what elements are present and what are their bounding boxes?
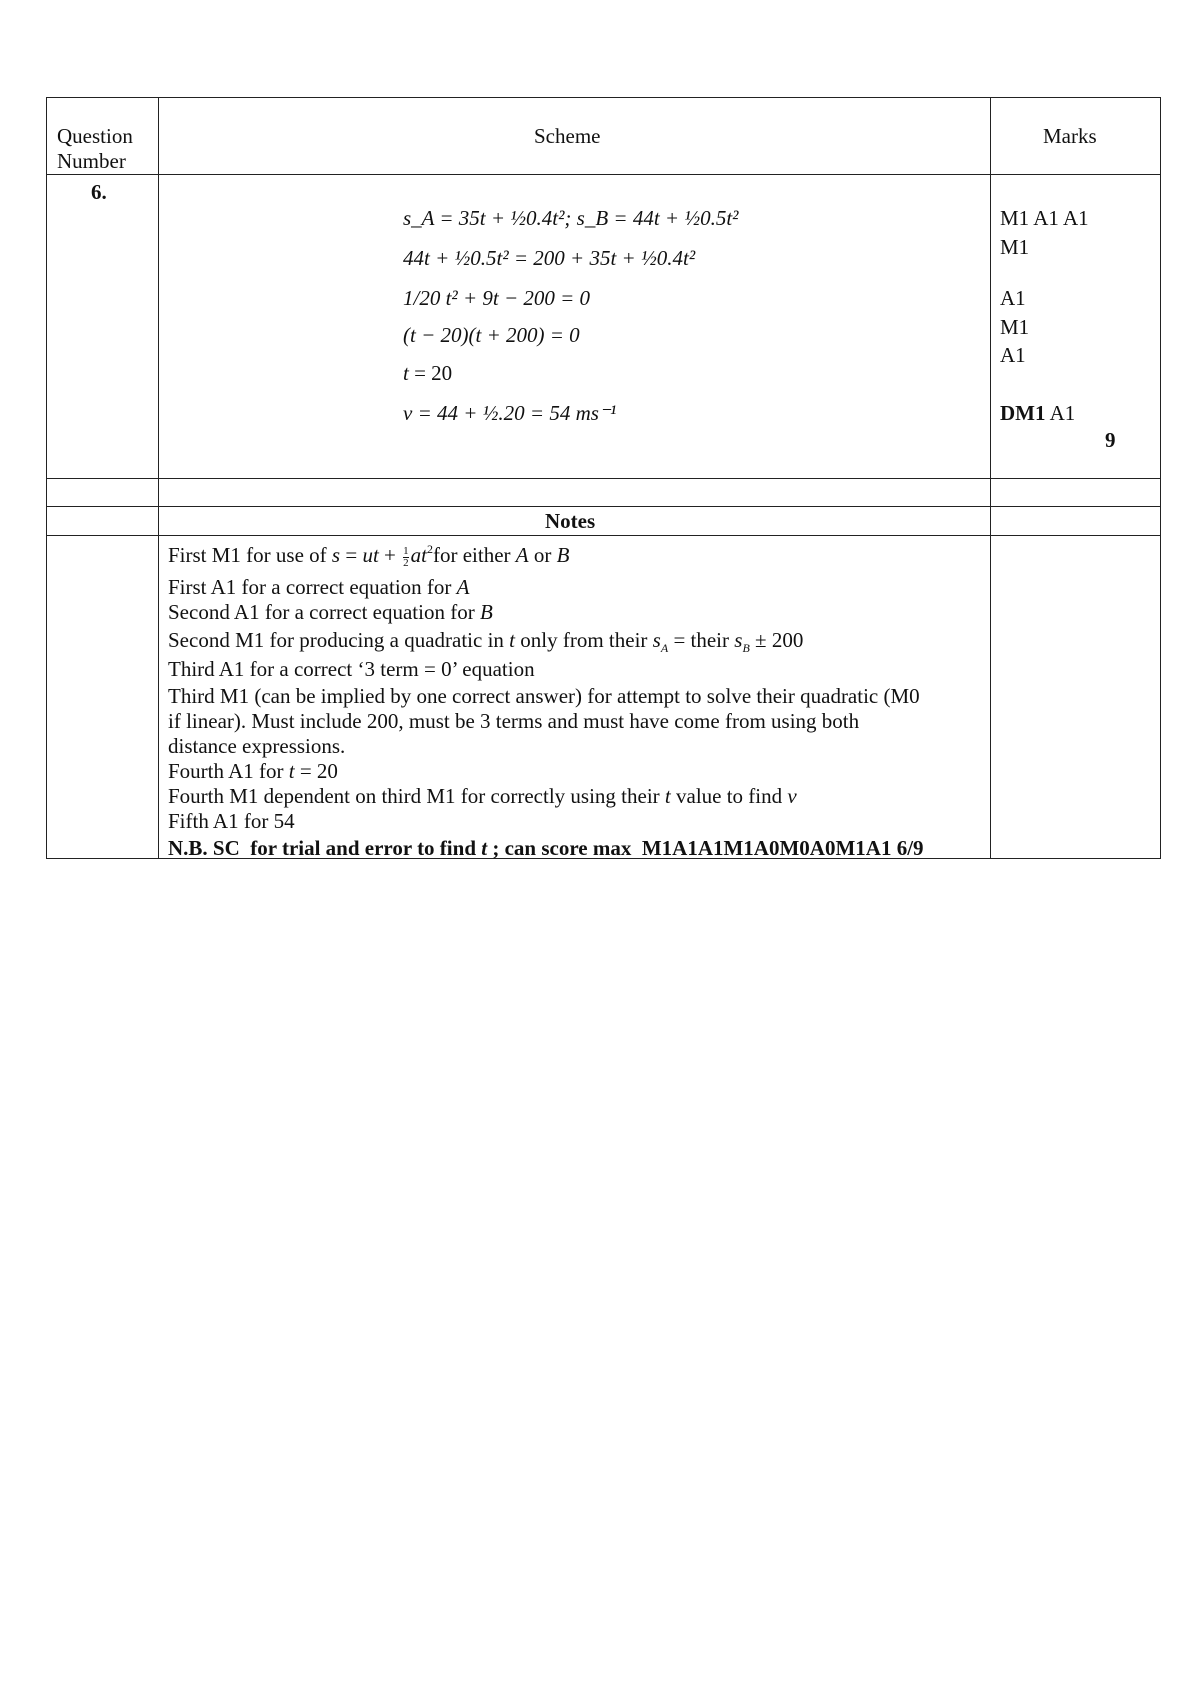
- header-question: Question: [57, 124, 133, 148]
- scheme-line-1: s_A = 35t + ½0.4t²; s_B = 44t + ½0.5t²: [403, 206, 739, 230]
- note-line: distance expressions.: [168, 734, 346, 758]
- table-divider: [46, 478, 1161, 479]
- mark: A1: [1000, 286, 1026, 310]
- total-marks: 9: [1105, 428, 1116, 452]
- table-col-line: [46, 97, 47, 859]
- mark: M1: [1000, 315, 1030, 339]
- question-number: 6.: [91, 180, 107, 204]
- note-line: if linear). Must include 200, must be 3 terms and must have come from using both: [168, 709, 860, 733]
- note-line: Third M1 (can be implied by one correct answer) for attempt to solve their quadratic (M0: [168, 684, 920, 708]
- header-scheme: Scheme: [534, 124, 601, 148]
- note-line: First A1 for a correct equation for A: [168, 575, 470, 599]
- note-line-nb: N.B. SC for trial and error to find t ; can score max M1A1A1M1A0M0A0M1A1 6/9: [168, 836, 924, 860]
- table-col-line: [990, 97, 991, 859]
- note-line: Second A1 for a correct equation for B: [168, 600, 493, 624]
- mark: A1: [1049, 401, 1076, 425]
- table-col-line: [1160, 97, 1161, 859]
- mark: [1000, 401, 1075, 425]
- mark-dm1: DM1: [1000, 401, 1046, 425]
- header-marks: Marks: [1043, 124, 1097, 148]
- scheme-line-4: (t − 20)(t + 200) = 0: [403, 323, 580, 347]
- mark: A1: [1000, 343, 1026, 367]
- note-line: First M1 for use of s = ut + $\frac{1}{2}$ $at^2for$ either A or B: [168, 542, 570, 569]
- table-divider: [46, 174, 1161, 175]
- scheme-line-3: 1/20 t² + 9t − 200 = 0: [403, 286, 591, 310]
- table-border-top: [46, 97, 1161, 98]
- scheme-line-2: 44t + ½0.5t² = 200 + 35t + ½0.4t²: [403, 246, 696, 270]
- table-col-line: [158, 97, 159, 859]
- header-number: Number: [57, 149, 126, 173]
- notes-title: Notes: [545, 509, 596, 533]
- note-line: Fourth A1 for t = 20: [168, 759, 338, 783]
- note-line: Fourth M1 dependent on third M1 for correctly using their t value to find v: [168, 784, 797, 808]
- table-divider: [46, 535, 1161, 536]
- note-line: Second M1 for producing a quadratic in t only from their $s_A$ = their $s_B \pm 200$: [168, 628, 804, 655]
- scheme-line-6: v = 44 + ½.20 = 54 ms⁻¹: [403, 401, 617, 425]
- note-line: Fifth A1 for 54: [168, 809, 295, 833]
- scheme-line-5: t = 20: [403, 361, 453, 385]
- note-line: Third A1 for a correct ‘3 term = 0’ equation: [168, 657, 535, 681]
- table-divider: [46, 506, 1161, 507]
- mark: M1 A1 A1: [1000, 206, 1089, 230]
- mark: M1: [1000, 235, 1030, 259]
